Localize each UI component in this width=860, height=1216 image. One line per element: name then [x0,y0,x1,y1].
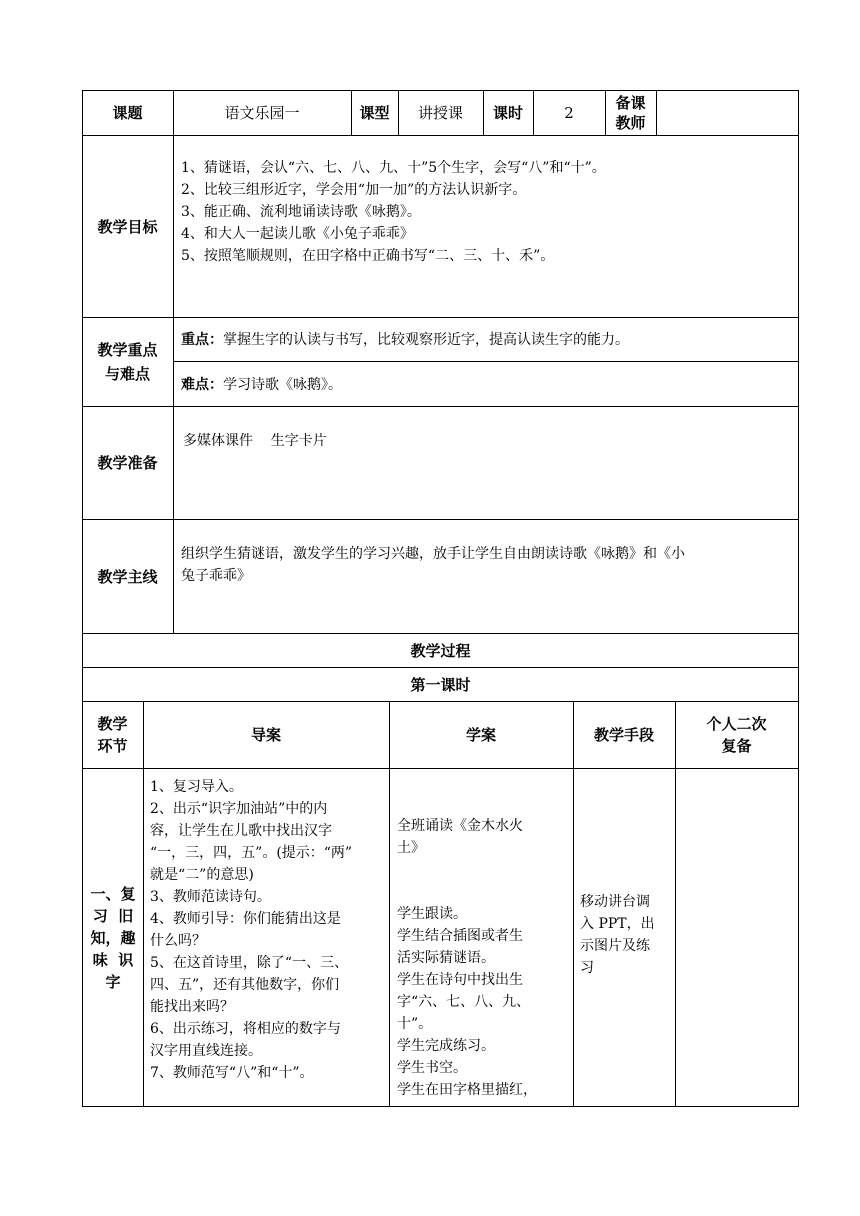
study-line: 学生书空。 [397,1060,467,1076]
difficulty-text: 学习诗歌《咏鹅》。 [223,376,342,393]
mainline-line: 组织学生猜谜语，激发学生的学习兴趣，放手让学生自由朗读诗歌《咏鹅》和《小 [181,546,685,562]
study-line: 学生结合插图或者生 [397,928,523,944]
means-line: 习 [580,960,594,976]
study-line: 学生完成练习。 [397,1038,495,1054]
guide-line: 2、出示“识字加油站”中的内 [150,801,328,817]
study-line: 活实际猜谜语。 [397,950,495,966]
type-label: 课型 [359,104,390,122]
col-personal-header [675,701,798,768]
hours-label: 课时 [492,104,523,122]
guide-line: 3、教师范读诗句。 [150,889,271,905]
guide-line: 什么吗？ [150,933,206,949]
guide-line: 能找出来吗？ [150,999,234,1015]
guide-line: 1、复习导入。 [150,779,243,795]
study-line: 字“六、七、八、九、 [397,994,531,1010]
mainline-line: 兔子乖乖》 [181,568,251,584]
guide-line: 容，让学生在儿歌中找出汉字 [150,823,332,839]
table-border [82,406,799,407]
col-study-header: 学案 [465,726,496,744]
stage-line: 味 识 [92,951,134,969]
col-stage-header [82,701,143,768]
teacher-label [605,90,656,135]
goal-item: 3、能正确、流利地诵读诗歌《咏鹅》。 [181,204,421,220]
subject-label: 课题 [112,104,143,122]
study-line: 土》 [397,840,425,856]
hours-value: 2 [564,103,574,122]
table-border [82,768,799,769]
col-personal-line: 个人二次 [706,714,767,733]
col-stage-line: 环节 [97,736,128,755]
teacher-label-line: 教师 [615,113,646,132]
means-line: 入 PPT，出 [580,916,655,932]
keypoints-label-line: 与难点 [104,364,150,383]
prep-label: 教学准备 [97,454,158,472]
focus-label: 重点： [181,332,223,348]
study-cell-b [397,903,569,1101]
guide-line: 5、在这首诗里，除了“一、三、 [150,955,349,971]
study-line: 学生在田字格里描红， [397,1082,537,1098]
study-cell-a [397,815,569,859]
stage-line: 一、复 [90,885,136,903]
goal-item: 4、和大人一起读儿歌《小兔子乖乖》 [181,226,414,242]
study-line: 全班诵读《金木水火 [397,818,523,834]
goals-list [181,157,793,267]
guide-line: 汉字用直线连接。 [150,1043,262,1059]
session-title: 第一课时 [410,675,471,694]
table-border [798,90,799,1107]
col-stage-line: 教学 [97,714,128,733]
guide-line: 四、五”，还有其他数字，你们 [150,977,340,993]
difficulty-label: 难点： [181,376,223,393]
table-border [82,135,799,136]
stage-line: 字 [105,973,121,991]
guide-line: 7、教师范写“八”和“十”。 [150,1065,314,1081]
goals-label: 教学目标 [97,217,158,236]
goal-item: 2、比较三组形近字，学会用“加一加”的方法认识新字。 [181,182,527,198]
means-line: 示图片及练 [580,938,650,954]
study-line: 十”。 [397,1016,433,1032]
guide-line: 6、出示练习，将相应的数字与 [150,1021,341,1037]
subject-value: 语文乐园一 [224,104,300,122]
table-border [173,90,174,633]
type-value: 讲授课 [417,104,463,122]
mainline-label: 教学主线 [97,567,158,586]
study-line: 学生跟读。 [397,906,467,922]
guide-line: 4、教师引导：你们能猜出这是 [150,911,341,927]
focus-text: 掌握生字的认读与书写，比较观察形近字，提高认读生字的能力。 [223,332,629,348]
focus-row [181,317,793,361]
table-border [82,1106,799,1107]
goal-item: 5、按照笔顺规则，在田字格中正确书写“二、三、十、禾”。 [181,248,555,264]
col-guide-header: 导案 [250,726,281,744]
mainline-text [181,543,793,587]
col-means-header: 教学手段 [593,726,654,744]
teacher-value [656,90,798,135]
study-line: 学生在诗句中找出生 [397,972,523,988]
means-line: 移动讲台调 [580,894,650,910]
stage-line: 习 旧 [92,907,134,925]
process-title: 教学过程 [410,641,471,660]
keypoints-label-line: 教学重点 [97,340,158,359]
guide-line: 就是“二”的意思) [150,867,254,883]
keypoints-label [82,317,173,406]
guide-cell [150,776,386,1084]
teacher-label-line: 备课 [615,93,646,112]
stage-line: 知，趣 [90,929,136,947]
table-border [82,519,799,520]
stage-cell [85,883,141,993]
goal-item: 1、猜谜语，会认“六、七、八、九、十”5个生字，会写“八”和“十”。 [181,160,606,176]
col-personal-line: 复备 [721,736,752,755]
guide-line: “一，三，四，五”。(提示：“两” [150,845,353,861]
difficulty-row [181,361,793,406]
prep-text: 多媒体课件 生字卡片 [183,433,327,449]
means-cell [580,891,672,979]
